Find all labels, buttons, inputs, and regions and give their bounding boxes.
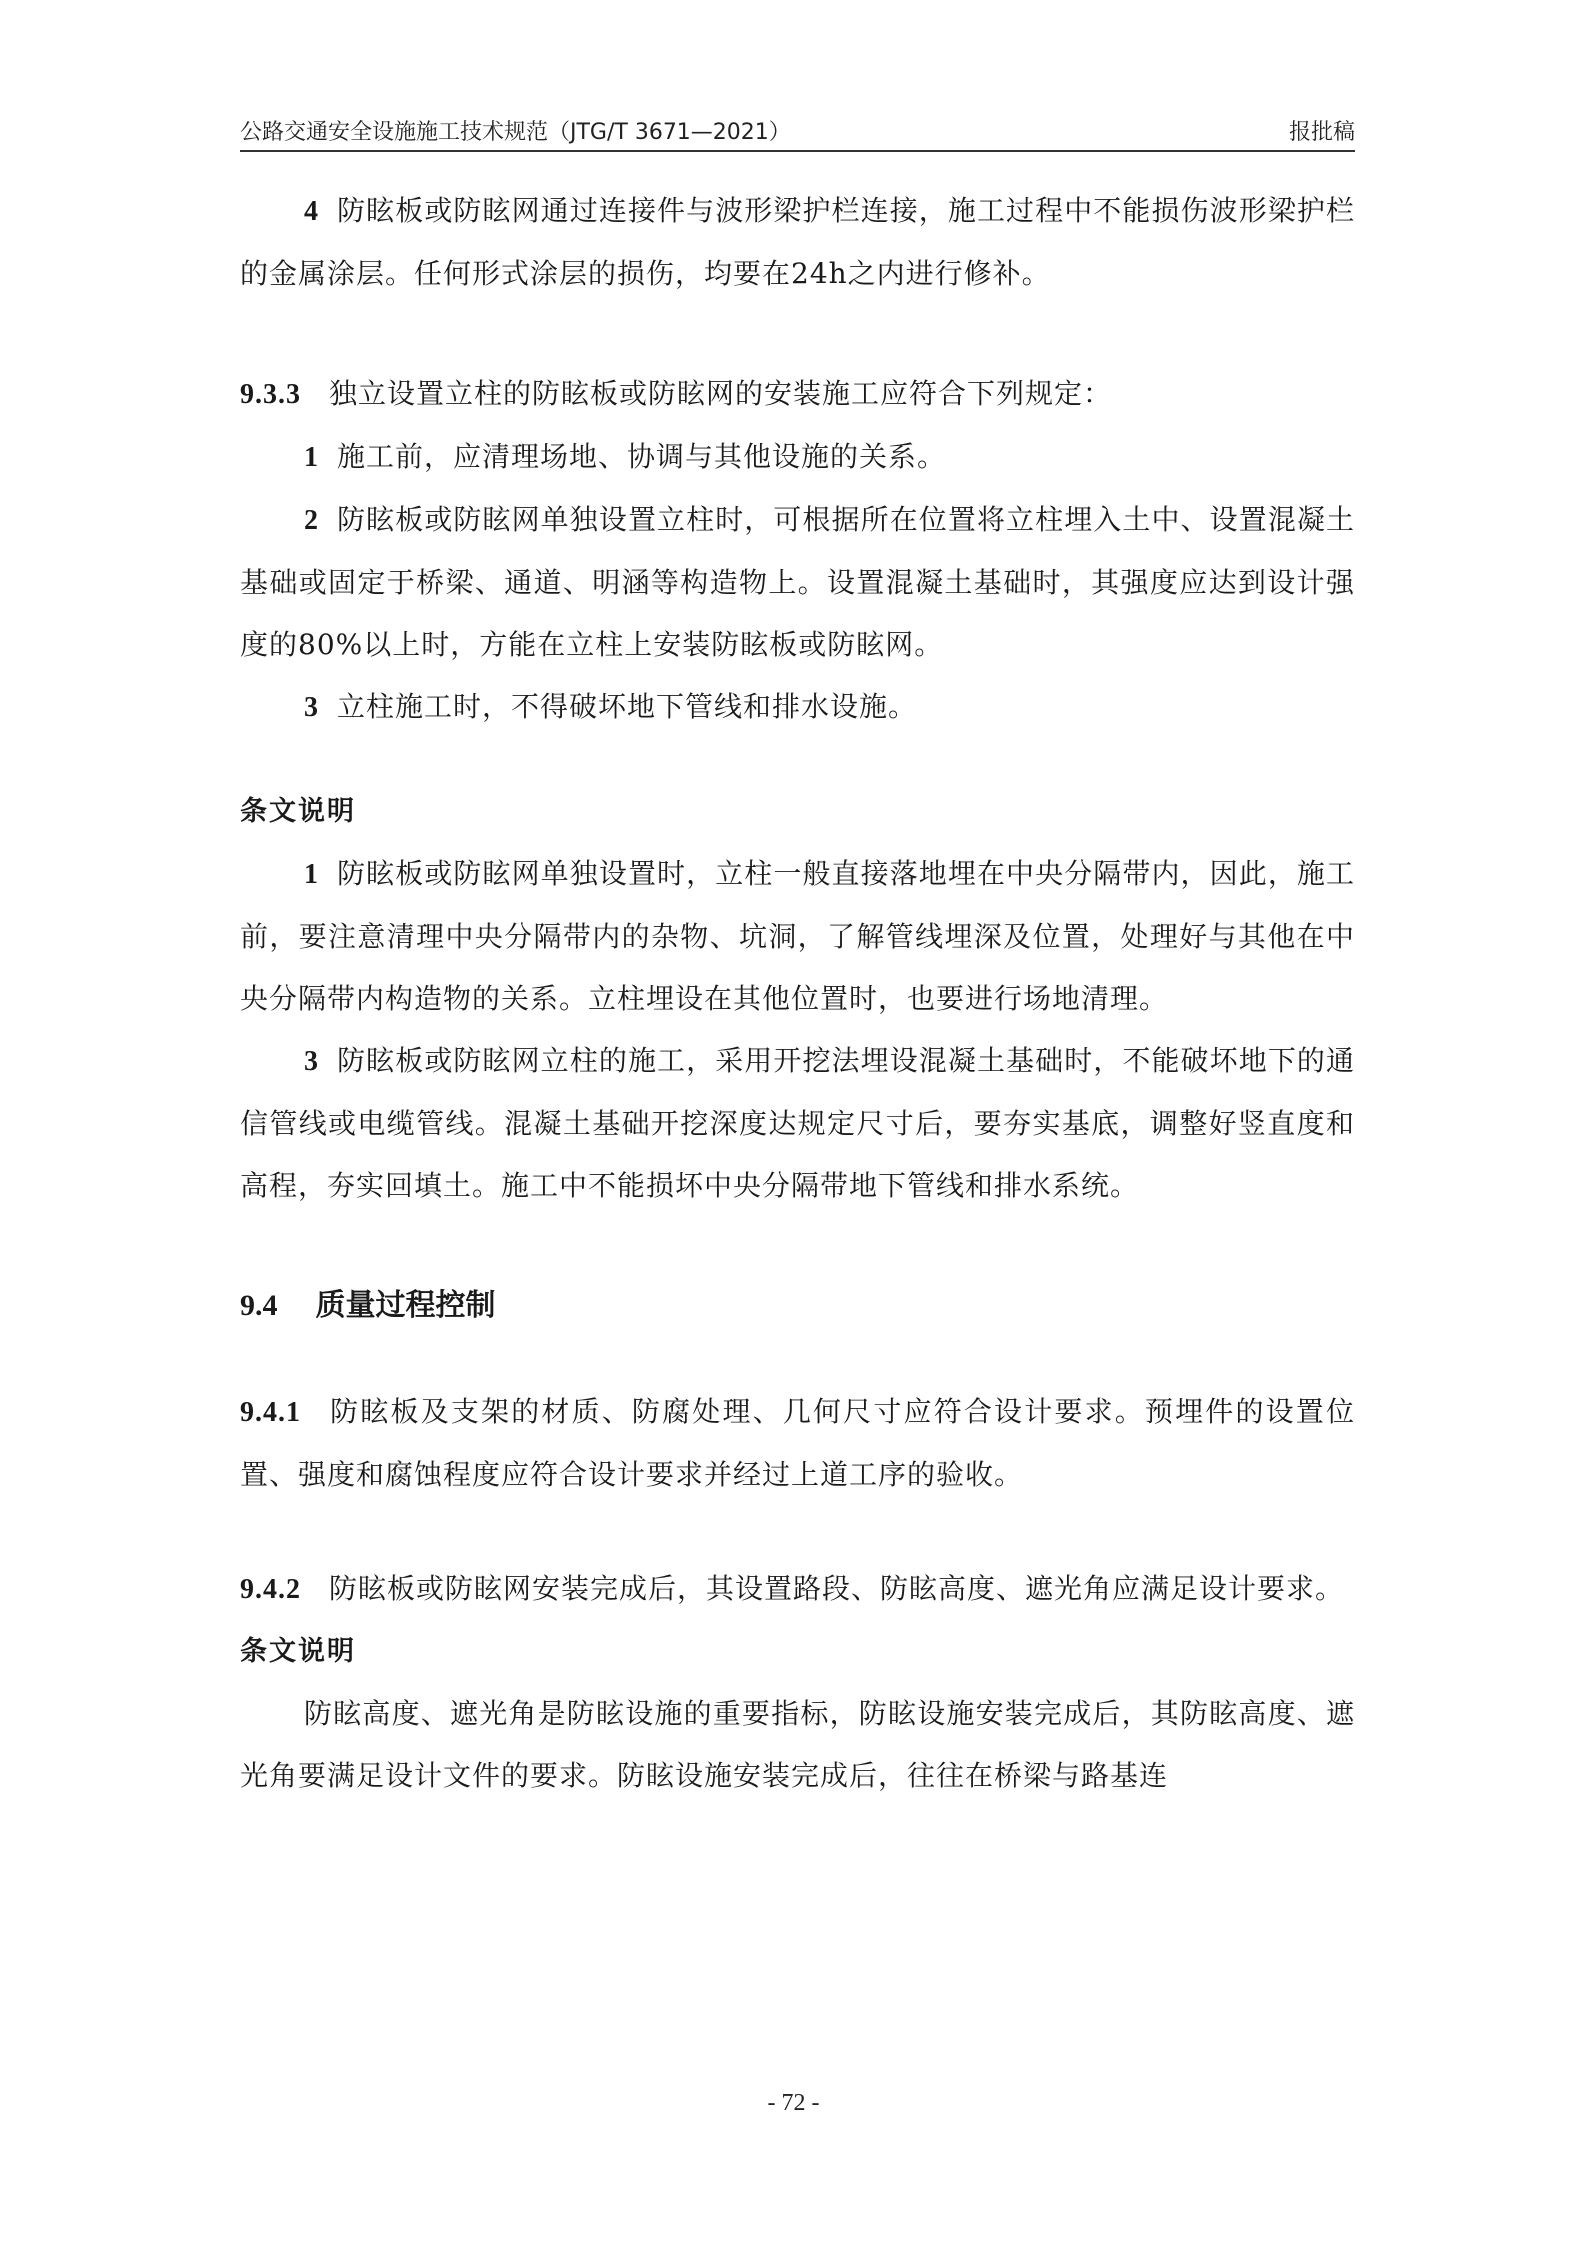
commentary-heading: 条文说明 [240, 1636, 356, 1667]
item-text: 防眩板或防眩网单独设置时，立柱一般直接落地埋在中央分隔带内，因此，施工前，要注意清理中央分隔带内的杂物、坑洞，了解管线埋深及位置，处理好与其他在中央分隔带内构造物的关系。立柱埋设在其他位置时，也要进行场地清理。 [240, 857, 1355, 1015]
item-number: 3 [304, 692, 319, 723]
item-text: 防眩板或防眩网通过连接件与波形梁护栏连接，施工过程中不能损伤波形梁护栏的金属涂层。任何形式涂层的损伤，均要在24h之内进行修补。 [240, 194, 1355, 290]
item-number: 3 [304, 1046, 319, 1077]
clause-number: 9.4.1 [240, 1397, 301, 1428]
clause-text: 防眩板或防眩网安装完成后，其设置路段、防眩高度、遮光角应满足设计要求。 [329, 1572, 1345, 1605]
item-text: 立柱施工时，不得破坏地下管线和排水设施。 [337, 690, 918, 723]
item-4-paragraph [240, 180, 1355, 305]
item-number: 2 [304, 505, 319, 536]
item-number: 1 [304, 859, 319, 890]
clause-9-4-2 [240, 1558, 1355, 1621]
clause-9-3-3-item-3 [240, 676, 1355, 739]
clause-9-3-3-item-1 [240, 426, 1355, 489]
item-text: 防眩板或防眩网单独设置立柱时，可根据所在位置将立柱埋入土中、设置混凝土基础或固定于桥梁、通道、明涵等构造物上。设置混凝土基础时，其强度应达到设计强度的80%以上时，方能在立柱上安装防眩板或防眩网。 [240, 503, 1355, 661]
item-text: 施工前，应清理场地、协调与其他设施的关系。 [337, 440, 947, 473]
item-text: 防眩板或防眩网立柱的施工，采用开挖法埋设混凝土基础时，不能破坏地下的通信管线或电缆管线。混凝土基础开挖深度达规定尺寸后，要夯实基底，调整好竖直度和高程，夯实回填土。施工中不能损坏中央分隔带地下管线和排水系统。 [240, 1044, 1355, 1202]
clause-text: 独立设置立柱的防眩板或防眩网的安装施工应符合下列规定： [329, 377, 1113, 410]
clause-9-3-3 [240, 363, 1355, 426]
section-number: 9.4 [240, 1289, 278, 1322]
commentary-heading: 条文说明 [240, 796, 356, 827]
clause-number: 9.3.3 [240, 379, 301, 410]
item-number: 1 [304, 442, 319, 473]
section-title: 质量过程控制 [315, 1288, 496, 1323]
page-number: - 72 - [767, 2090, 820, 2116]
clause-9-3-3-item-2 [240, 489, 1355, 676]
section-heading-9-4 [240, 1275, 1355, 1337]
item-number: 4 [304, 196, 319, 227]
page-header [240, 108, 1355, 152]
header-title: 公路交通安全设施施工技术规范（JTG/T 3671—2021） [240, 120, 791, 145]
clause-number: 9.4.2 [240, 1574, 301, 1605]
commentary-item-1 [240, 843, 1355, 1030]
page-body [240, 180, 1355, 1807]
commentary-item-3 [240, 1030, 1355, 1217]
clause-9-4-1 [240, 1381, 1355, 1506]
header-status: 报批稿 [1288, 120, 1355, 145]
clause-text: 防眩板及支架的材质、防腐处理、几何尺寸应符合设计要求。预埋件的设置位置、强度和腐蚀程度应符合设计要求并经过上道工序的验收。 [240, 1395, 1355, 1491]
commentary-paragraph: 防眩高度、遮光角是防眩设施的重要指标，防眩设施安装完成后，其防眩高度、遮光角要满足设计文件的要求。防眩设施安装完成后，往往在桥梁与路基连 [240, 1697, 1355, 1792]
